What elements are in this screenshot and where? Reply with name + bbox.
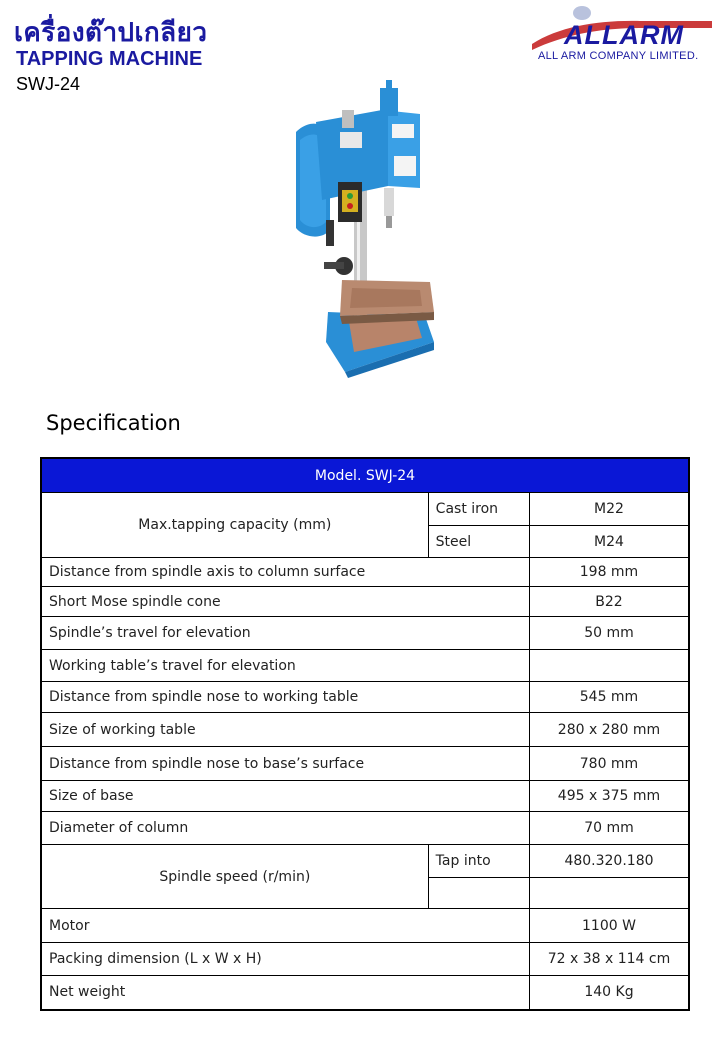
row-label: Distance from spindle nose to working table — [41, 682, 529, 713]
row-label: Distance from spindle nose to base’s surface — [41, 747, 529, 781]
material-cell: Steel — [428, 526, 529, 558]
tapping-capacity-label: Max.tapping capacity (mm) — [41, 493, 428, 558]
logo-wordmark: ALLARM — [564, 20, 684, 50]
row-label: Diameter of column — [41, 812, 529, 845]
row-label: Size of working table — [41, 713, 529, 747]
row-label: Net weight — [41, 976, 529, 1010]
row-label: Size of base — [41, 781, 529, 812]
value-cell: M24 — [529, 526, 689, 558]
table-row — [41, 976, 689, 1010]
row-label: Motor — [41, 909, 529, 943]
table-row — [41, 682, 689, 713]
table-row — [41, 493, 689, 526]
table-row — [41, 909, 689, 943]
row-value — [529, 650, 689, 682]
tapping-machine-image — [270, 80, 470, 380]
table-row — [41, 812, 689, 845]
value-cell: M22 — [529, 493, 689, 526]
speed-mode-cell — [428, 878, 529, 909]
row-value: 72 x 38 x 114 cm — [529, 943, 689, 976]
row-value: 1100 W — [529, 909, 689, 943]
row-value: 50 mm — [529, 617, 689, 650]
row-label: Spindle’s travel for elevation — [41, 617, 529, 650]
table-row — [41, 781, 689, 812]
row-value: 198 mm — [529, 558, 689, 587]
table-row — [41, 650, 689, 682]
title-thai: เครื่องต๊าปเกลียว — [14, 18, 208, 48]
table-row — [41, 713, 689, 747]
table-row — [41, 845, 689, 878]
row-value: 780 mm — [529, 747, 689, 781]
company-name: ALL ARM COMPANY LIMITED. — [538, 50, 699, 62]
row-label: Packing dimension (L x W x H) — [41, 943, 529, 976]
row-label: Short Mose spindle cone — [41, 587, 529, 617]
speed-mode-cell: Tap into — [428, 845, 529, 878]
row-value: B22 — [529, 587, 689, 617]
speed-value-cell: 480.320.180 — [529, 845, 689, 878]
model-code: SWJ-24 — [16, 74, 81, 94]
table-row — [41, 617, 689, 650]
specification-heading: Specification — [46, 411, 181, 435]
specification-table — [40, 457, 690, 1011]
speed-value-cell — [529, 878, 689, 909]
table-row — [41, 558, 689, 587]
table-row — [41, 587, 689, 617]
row-label: Working table’s travel for elevation — [41, 650, 529, 682]
row-value: 280 x 280 mm — [529, 713, 689, 747]
row-label: Distance from spindle axis to column surface — [41, 558, 529, 587]
table-row — [41, 747, 689, 781]
table-row — [41, 943, 689, 976]
title-english: TAPPING MACHINE — [16, 48, 203, 70]
spindle-speed-label: Spindle speed (r/min) — [41, 845, 428, 909]
model-header-cell: Model. SWJ-24 — [41, 458, 689, 493]
table-header-row — [41, 458, 689, 493]
row-value: 495 x 375 mm — [529, 781, 689, 812]
row-value: 545 mm — [529, 682, 689, 713]
row-value: 70 mm — [529, 812, 689, 845]
material-cell: Cast iron — [428, 493, 529, 526]
row-value: 140 Kg — [529, 976, 689, 1010]
